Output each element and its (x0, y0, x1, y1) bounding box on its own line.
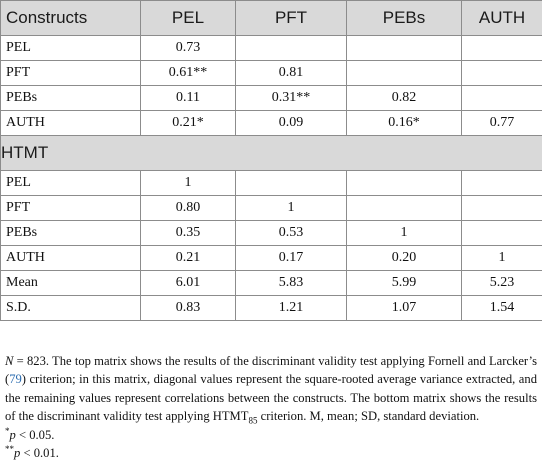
table-cell: 0.81 (236, 61, 347, 86)
table-cell: 5.83 (236, 271, 347, 296)
row-label: AUTH (1, 111, 141, 136)
table-cell (462, 36, 542, 61)
table-cell (236, 171, 347, 196)
table-cell: 6.01 (141, 271, 236, 296)
row-label: PFT (1, 196, 141, 221)
table-cell (347, 61, 462, 86)
table-note (5, 352, 537, 426)
table-cell: 0.82 (347, 86, 462, 111)
table-row (1, 86, 542, 111)
table-cell: 5.99 (347, 271, 462, 296)
table-cell: 0.53 (236, 221, 347, 246)
footnote-significance-001 (5, 444, 537, 462)
row-label: PEBs (1, 86, 141, 111)
table-cell: 1.07 (347, 296, 462, 321)
table-cell: 0.21 (141, 246, 236, 271)
note-text-part: criterion. M, mean; SD, standard deviation. (257, 409, 480, 424)
table-cell (347, 171, 462, 196)
column-header-constructs: Constructs (1, 1, 141, 36)
htmt-subscript: 85 (248, 415, 258, 426)
table-cell: 0.11 (141, 86, 236, 111)
table-cell: 0.20 (347, 246, 462, 271)
footnote-text: < 0.05. (15, 427, 55, 442)
note-text-part: = 823. The top matrix shows the results of the discriminant validity test applying Fornell and Larcker’s ( (5, 354, 537, 387)
table-cell: 1.54 (462, 296, 542, 321)
table-row (1, 271, 542, 296)
table-row (1, 36, 542, 61)
column-header-pebs: PEBs (347, 1, 462, 36)
table-row (1, 61, 542, 86)
row-label: Mean (1, 271, 141, 296)
table-cell (236, 36, 347, 61)
table-cell: 0.83 (141, 296, 236, 321)
row-label: PEBs (1, 221, 141, 246)
footnote-text: < 0.01. (20, 446, 59, 461)
column-header-pft: PFT (236, 1, 347, 36)
table-cell: 1.21 (236, 296, 347, 321)
footnote-mark: * (5, 425, 10, 436)
table-cell: 1 (462, 246, 542, 271)
table-row (1, 196, 542, 221)
table-cell (462, 171, 542, 196)
table-cell: 5.23 (462, 271, 542, 296)
table-cell (347, 36, 462, 61)
table-row (1, 171, 542, 196)
section-title-htmt: HTMT (1, 136, 542, 171)
table-cell (462, 221, 542, 246)
table-cell: 0.16* (347, 111, 462, 136)
footnote-mark: ** (5, 443, 14, 454)
table-cell: 0.80 (141, 196, 236, 221)
n-symbol: N (5, 354, 14, 368)
table-cell (462, 61, 542, 86)
table-cell: 0.21* (141, 111, 236, 136)
row-label: PEL (1, 36, 141, 61)
table-cell: 1 (347, 221, 462, 246)
table-footnotes (5, 352, 537, 462)
footnote-significance-005 (5, 426, 537, 444)
table-row (1, 296, 542, 321)
column-header-auth: AUTH (462, 1, 542, 36)
table-row (1, 111, 542, 136)
table-cell (462, 196, 542, 221)
row-label: AUTH (1, 246, 141, 271)
table-cell: 0.77 (462, 111, 542, 136)
table-cell (462, 86, 542, 111)
table-cell (347, 196, 462, 221)
table-cell: 0.17 (236, 246, 347, 271)
table-cell: 0.73 (141, 36, 236, 61)
reference-link[interactable]: 79 (9, 372, 22, 387)
table-row (1, 221, 542, 246)
row-label: PEL (1, 171, 141, 196)
note-text-part: ) criterion; in this matrix, diagonal values represent the square-rooted average variance extracted, and the remaining values represent correlations between the constructs. The bottom matrix shows the results of the discriminant validity test applying HTMT (5, 372, 537, 424)
section-header-row (1, 136, 542, 171)
table-row (1, 246, 542, 271)
table-cell: 0.31** (236, 86, 347, 111)
header-row (1, 1, 542, 36)
row-label: S.D. (1, 296, 141, 321)
table-cell: 0.09 (236, 111, 347, 136)
p-symbol: p (14, 446, 21, 461)
table-cell: 1 (141, 171, 236, 196)
row-label: PFT (1, 61, 141, 86)
table-cell: 0.61** (141, 61, 236, 86)
column-header-pel: PEL (141, 1, 236, 36)
table-cell: 1 (236, 196, 347, 221)
table-cell: 0.35 (141, 221, 236, 246)
p-symbol: p (9, 427, 16, 442)
